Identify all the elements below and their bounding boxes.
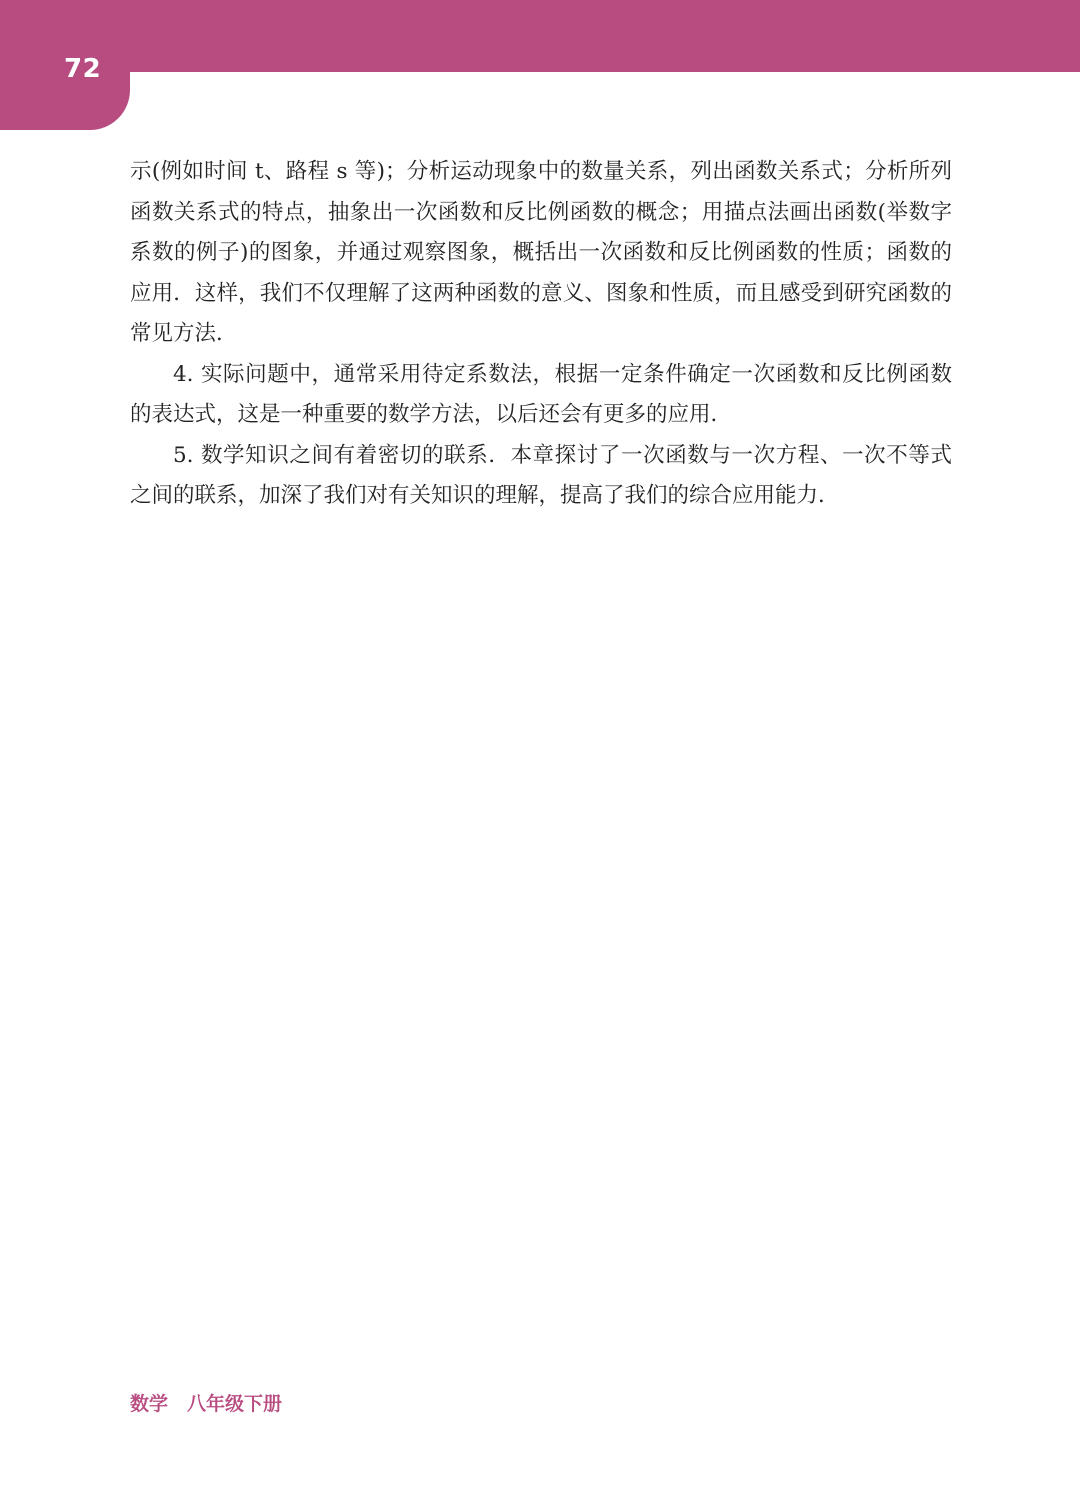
page-number-tab: [0, 0, 130, 130]
paragraph-continued: 示(例如时间 t、路程 s 等)；分析运动现象中的数量关系，列出函数关系式；分析所列函数关系式的特点，抽象出一次函数和反比例函数的概念；用描点法画出函数(举数字系数的例子)的图象，并通过观察图象，概括出一次函数和反比例函数的性质；函数的应用．这样，我们不仅理解了这两种函数的意义、图象和性质，而且感受到研究函数的常见方法．: [130, 159, 952, 346]
footer-book-title: 数学 八年级下册: [130, 1393, 283, 1415]
header-band: [0, 0, 1080, 72]
body-text: [130, 152, 952, 517]
paragraph-item-4: 4. 实际问题中，通常采用待定系数法，根据一定条件确定一次函数和反比例函数的表达式，这是一种重要的数学方法，以后还会有更多的应用．: [130, 361, 952, 427]
page-number: 72: [64, 54, 102, 84]
paragraph-item-5: 5. 数学知识之间有着密切的联系．本章探讨了一次函数与一次方程、一次不等式之间的联系，加深了我们对有关知识的理解，提高了我们的综合应用能力．: [130, 442, 952, 508]
